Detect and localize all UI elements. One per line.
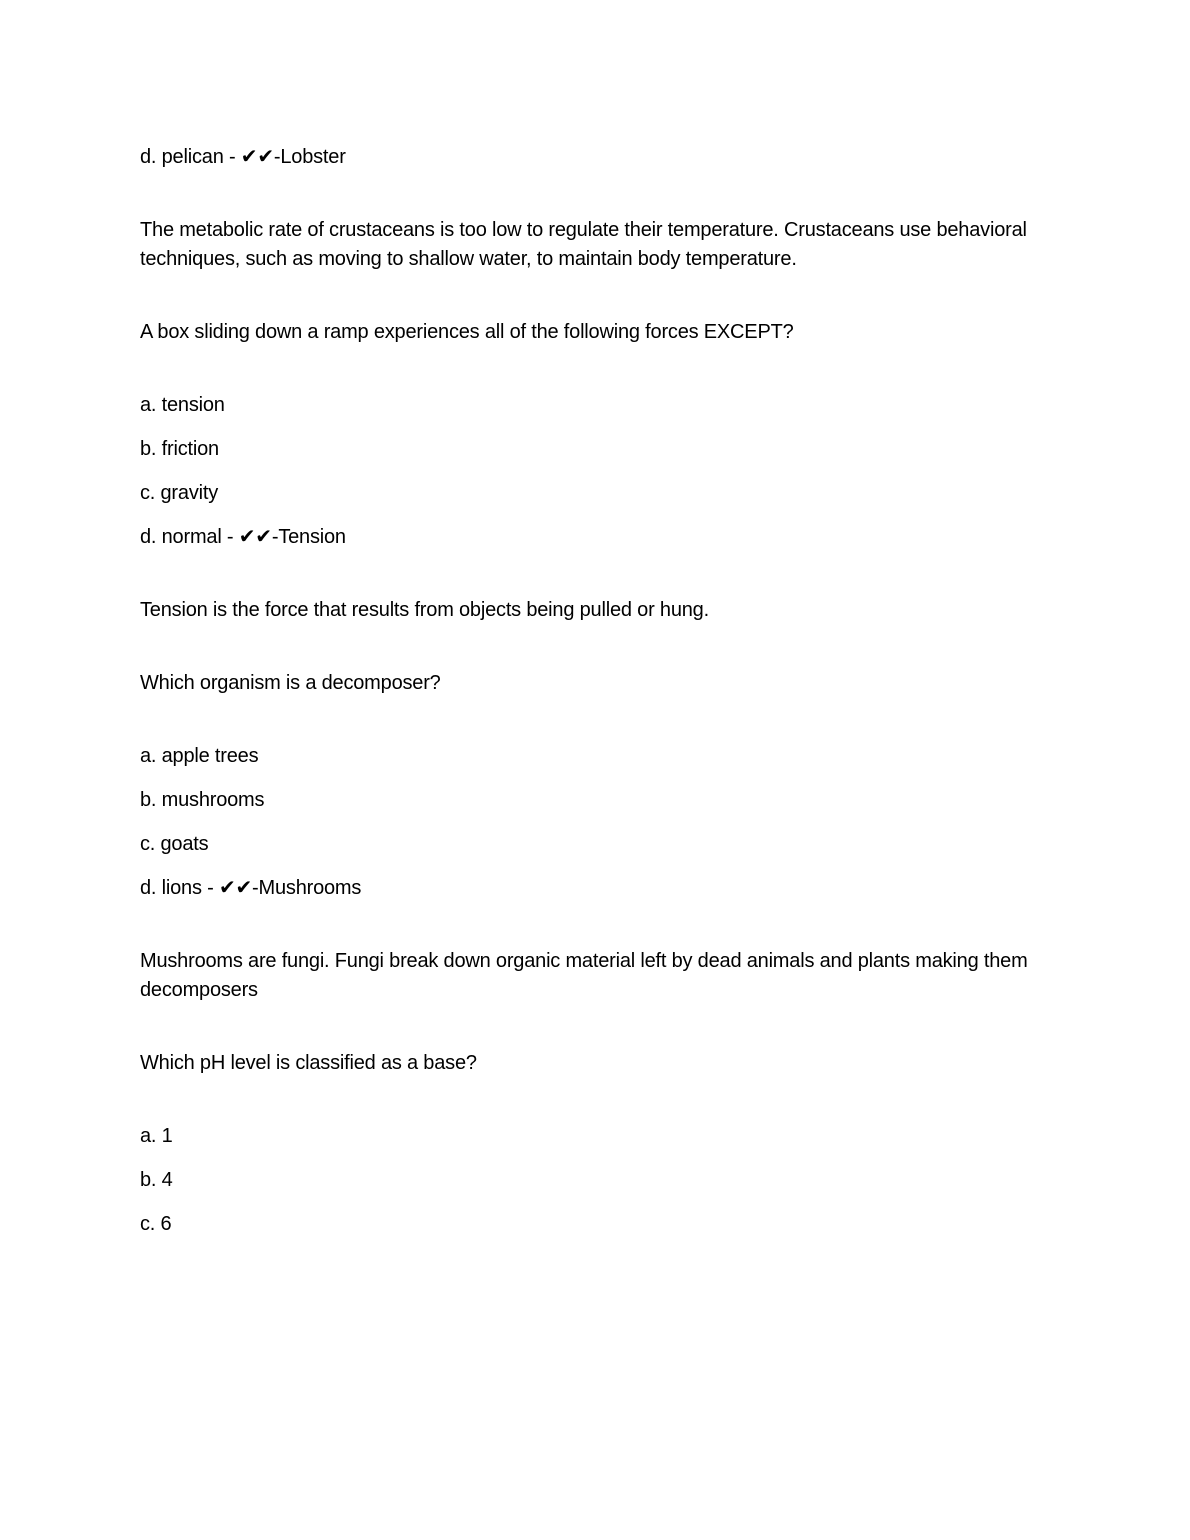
option-a: a. apple trees: [140, 745, 259, 767]
option-d-with-answer: d. normal - ✔✔-Tension: [140, 526, 346, 548]
option-d-with-answer: d. lions - ✔✔-Mushrooms: [140, 877, 362, 899]
explanation-paragraph: The metabolic rate of crustaceans is too low to regulate their temperature. Crustaceans use behavioral techniques, such as moving to shallow water, to maintain body temperature.: [140, 219, 1027, 270]
carryover-explanation-block: [140, 216, 1060, 274]
question-forces-options-block: [140, 391, 1060, 552]
option-c: c. goats: [140, 833, 209, 855]
question-prompt: Which organism is a decomposer?: [140, 672, 441, 694]
option-c: c. gravity: [140, 482, 219, 504]
explanation-paragraph: Mushrooms are fungi. Fungi break down organic material left by dead animals and plants making them decomposers: [140, 950, 1028, 1001]
option-c: c. 6: [140, 1213, 172, 1235]
option-b: b. friction: [140, 438, 219, 460]
question-decomposer-explanation-block: [140, 947, 1060, 1005]
question-forces-explanation-block: [140, 596, 1060, 625]
question-ph-options-block: [140, 1122, 1060, 1239]
explanation-paragraph: Tension is the force that results from objects being pulled or hung.: [140, 599, 709, 621]
option-a: a. 1: [140, 1125, 173, 1147]
question-prompt: Which pH level is classified as a base?: [140, 1052, 477, 1074]
carryover-answer-block: [140, 143, 1060, 172]
option-b: b. 4: [140, 1169, 173, 1191]
question-decomposer-prompt-block: [140, 669, 1060, 698]
option-b: b. mushrooms: [140, 789, 265, 811]
question-ph-prompt-block: [140, 1049, 1060, 1078]
question-prompt: A box sliding down a ramp experiences all of the following forces EXCEPT?: [140, 321, 794, 343]
question-forces-prompt-block: [140, 318, 1060, 347]
answer-option-line: d. pelican - ✔✔-Lobster: [140, 146, 346, 168]
option-a: a. tension: [140, 394, 225, 416]
question-decomposer-options-block: [140, 742, 1060, 903]
